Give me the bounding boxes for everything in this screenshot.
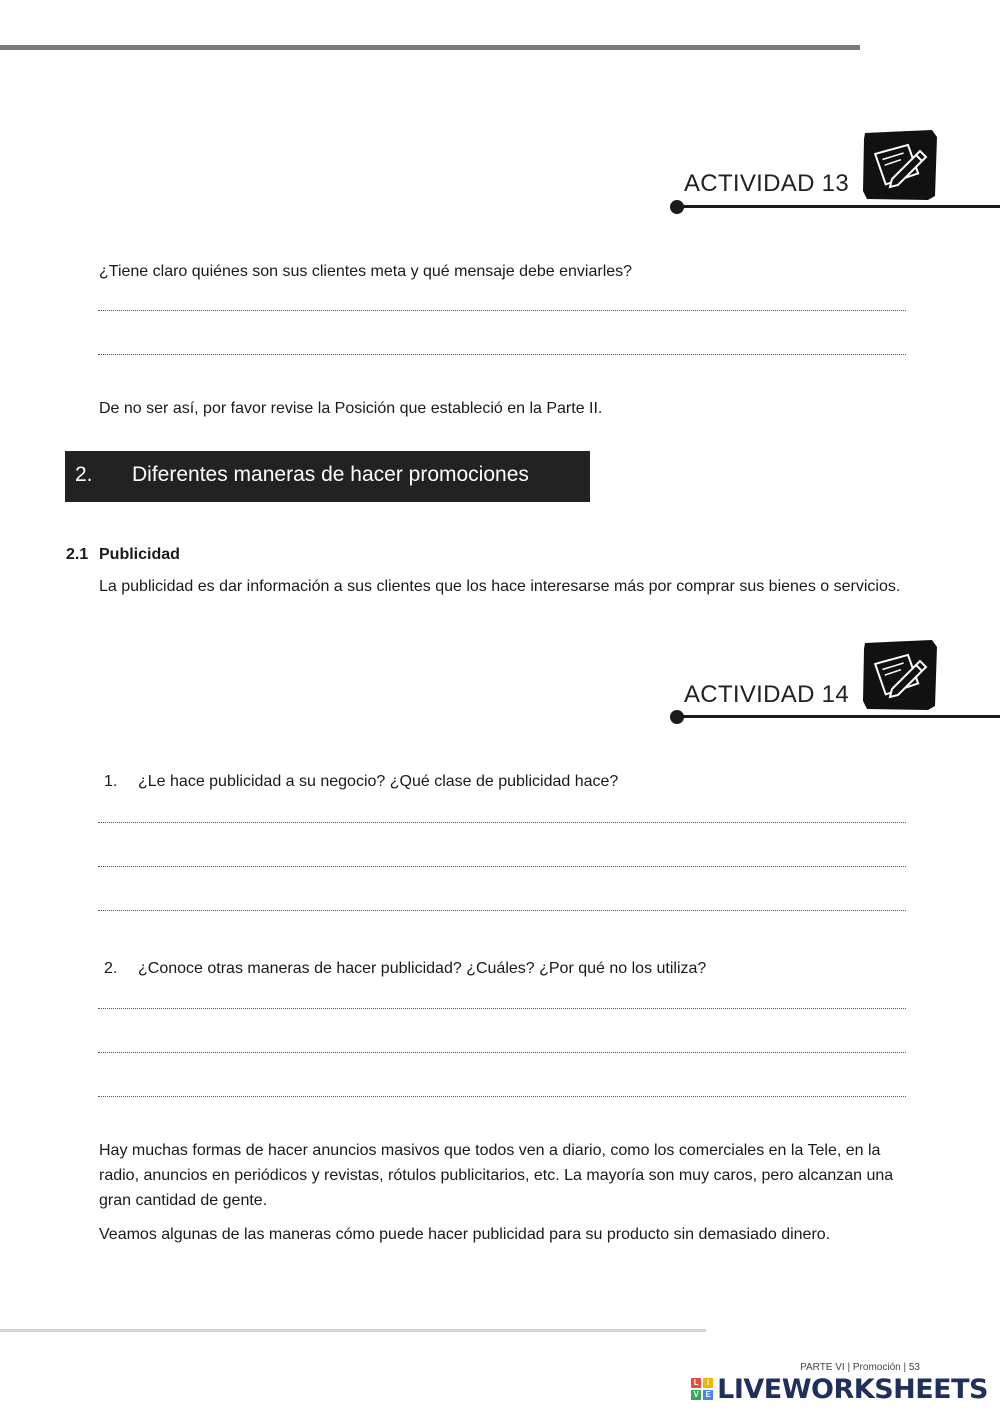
brand-logo[interactable] — [691, 1372, 988, 1406]
answer-line[interactable] — [98, 354, 906, 355]
subsection-body: La publicidad es dar información a sus clientes que los hace interesarse más por comprar sus bienes o servicios. — [99, 578, 901, 595]
answer-line[interactable] — [98, 866, 906, 867]
footer-topic: Promoción — [852, 1362, 901, 1373]
answer-line[interactable] — [98, 1096, 906, 1097]
brand-logo-mark — [691, 1378, 713, 1400]
answer-line[interactable] — [98, 822, 906, 823]
top-rule — [0, 45, 860, 50]
activity-13-rule — [678, 205, 1000, 208]
question-text: ¿Conoce otras maneras de hacer publicidad? ¿Cuáles? ¿Por qué no los utiliza? — [138, 960, 707, 977]
page-number: 53 — [908, 1362, 920, 1373]
activity-14-rule — [678, 715, 1000, 718]
answer-line[interactable] — [98, 310, 906, 311]
logo-letter: I — [703, 1378, 713, 1388]
section-number: 2. — [75, 463, 93, 486]
answer-line[interactable] — [98, 1052, 906, 1053]
activity-13-title: ACTIVIDAD 13 — [684, 170, 849, 197]
question-number: 1. — [104, 773, 118, 790]
subsection-number: 2.1 — [66, 546, 89, 563]
footer-separator: | — [903, 1362, 907, 1373]
section-header — [65, 451, 590, 502]
logo-letter: V — [691, 1390, 701, 1400]
closing-paragraph: Hay muchas formas de hacer anuncios masivos que todos ven a diario, como los comerciales en la Tele, en la radio, anuncios en periódicos y revistas, rótulos publicitarios, etc. La mayoría son muy caros, pero alcanzan una gran cantidad de gente. — [99, 1142, 894, 1209]
footer-part: PARTE VI — [800, 1362, 845, 1373]
answer-line[interactable] — [98, 1008, 906, 1009]
logo-letter: L — [691, 1378, 701, 1388]
activity-13-note: De no ser así, por favor revise la Posición que estableció en la Parte II. — [99, 400, 603, 417]
bottom-rule — [0, 1329, 706, 1332]
logo-letter: E — [703, 1390, 713, 1400]
brand-text: LIVEWORKSHEETS — [717, 1373, 988, 1405]
activity-13-question: ¿Tiene claro quiénes son sus clientes meta y qué mensaje debe enviarles? — [99, 263, 633, 280]
question-text: ¿Le hace publicidad a su negocio? ¿Qué clase de publicidad hace? — [138, 773, 619, 790]
notepad-pencil-icon — [862, 129, 938, 201]
subsection-title: Publicidad — [99, 546, 180, 563]
closing-paragraph: Veamos algunas de las maneras cómo puede hacer publicidad para su producto sin demasiado dinero. — [99, 1226, 831, 1243]
answer-line[interactable] — [98, 910, 906, 911]
section-title: Diferentes maneras de hacer promociones — [132, 463, 529, 486]
footer-separator: | — [847, 1362, 851, 1373]
question-number: 2. — [104, 960, 118, 977]
notepad-pencil-icon — [862, 639, 938, 711]
activity-14-title: ACTIVIDAD 14 — [684, 681, 849, 708]
